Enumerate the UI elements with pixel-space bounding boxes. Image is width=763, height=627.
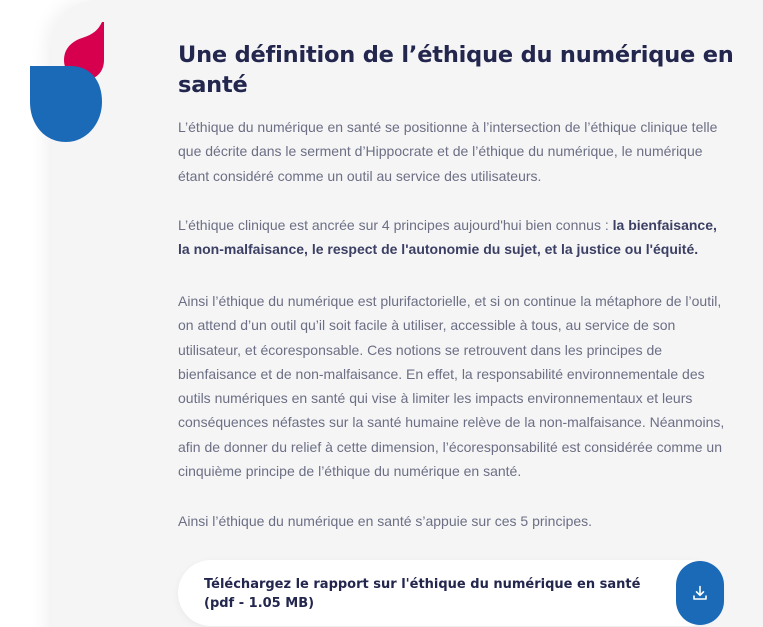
paragraph-principles — [178, 213, 730, 262]
blue-drop-shape — [30, 66, 102, 142]
section-title: Une définition de l’éthique du numérique en santé — [178, 42, 734, 98]
brand-drop-logo — [28, 22, 104, 146]
paragraph-five-principles: Ainsi l’éthique du numérique en santé s’appuie sur ces 5 principes. — [178, 513, 593, 529]
paragraph-principles-intro: L’éthique clinique est ancrée sur 4 principes aujourd'hui bien connus : — [178, 217, 613, 233]
paragraph-definition: L’éthique du numérique en santé se positionne à l’intersection de l’éthique clinique telle que décrite dans le serment d’Hippocrate et de l’éthique du numérique, le numérique étant considéré comme un outil au service des utilisateurs. — [178, 119, 718, 184]
download-report-label: Téléchargez le rapport sur l'éthique du numérique en santé (pdf - 1.05 MB) — [204, 577, 641, 611]
download-icon — [692, 585, 708, 601]
paragraph-ecoresponsibility: Ainsi l’éthique du numérique est plurifactorielle, et si on continue la métaphore de l’outil, on attend d’un outil qu’il soit facile à utiliser, accessible à tous, au service de son utilisateur, et écoresponsable. Ces notions se retrouvent dans les principes de bienfaisance et de non-malfaisance. En effet, la responsabilité environnementale des outils numériques en santé qui vise à limiter les impacts environnementaux et leurs conséquences néfastes sur la santé humaine relève de la non-malfaisance. Néanmoins, afin de donner du relief à cette dimension, l’écoresponsabilité est considérée comme un cinquième principe de l’éthique du numérique en santé. — [178, 293, 725, 480]
download-button[interactable] — [676, 561, 724, 625]
principles-list: la bienfaisance, la non-malfaisance, le respect de l'autonomie du sujet, et la justice ou l'équité. — [178, 217, 717, 258]
download-report-link[interactable] — [178, 560, 722, 626]
